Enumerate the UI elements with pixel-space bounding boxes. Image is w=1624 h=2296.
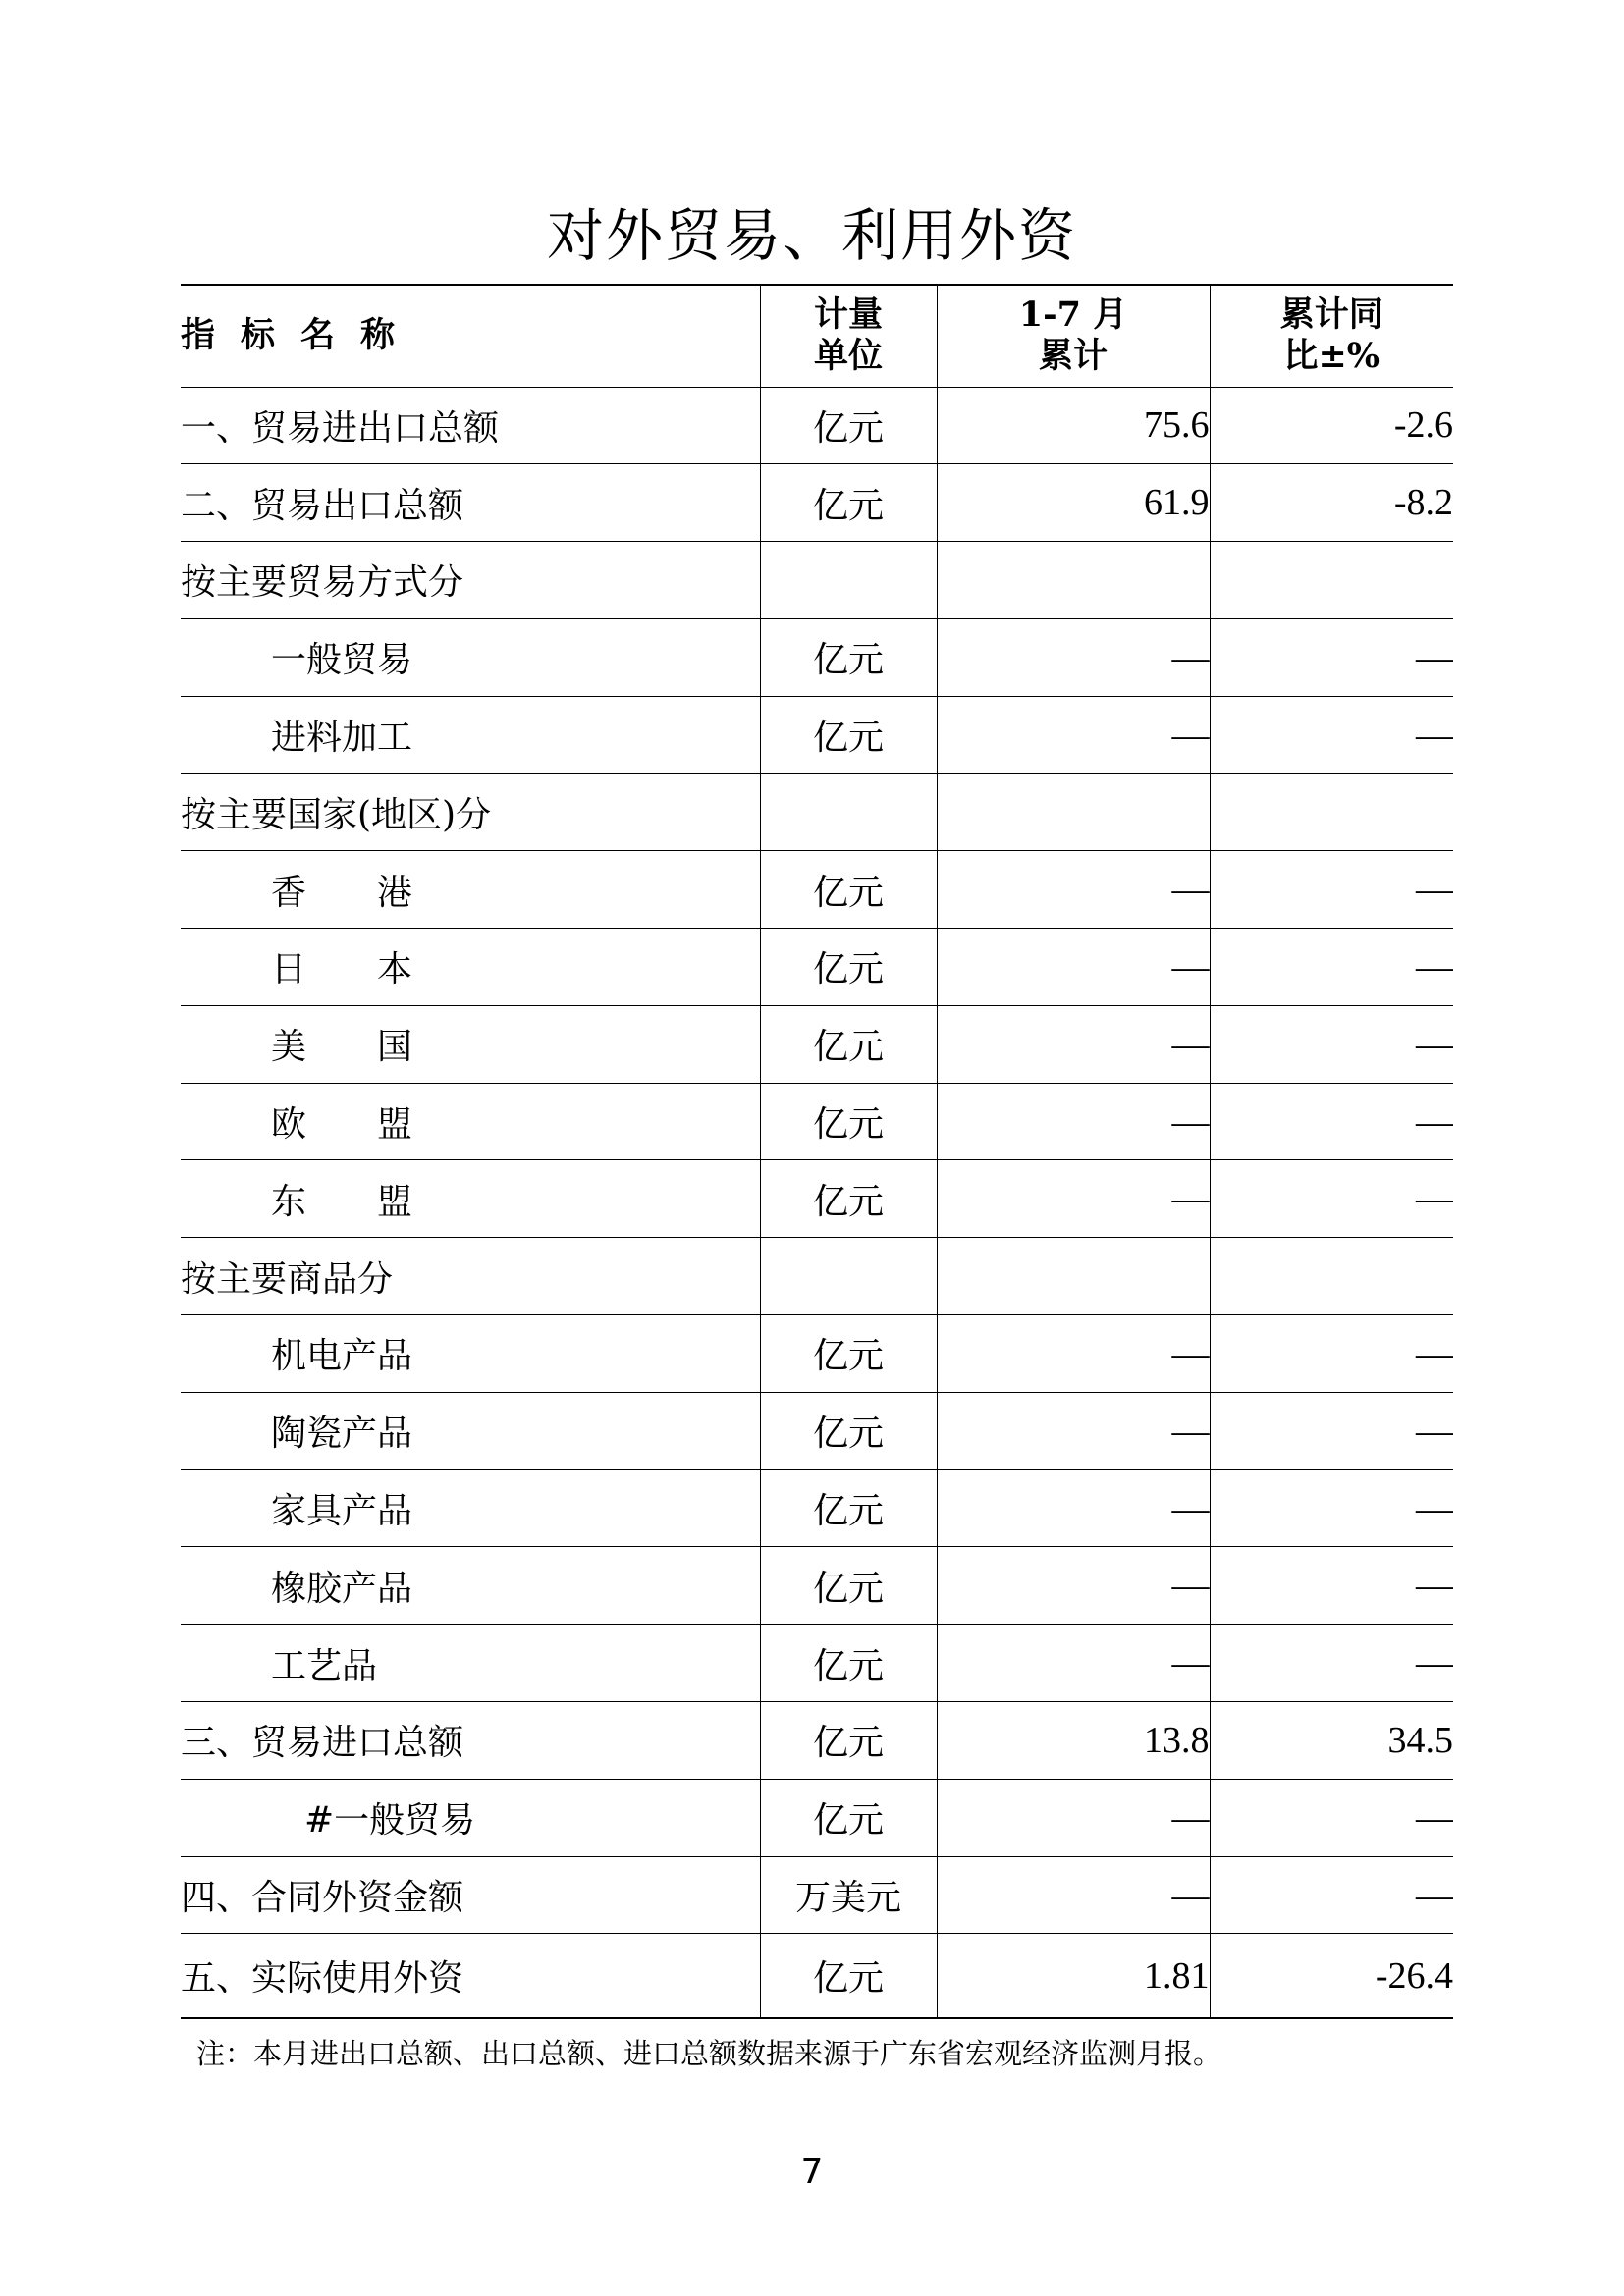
table-row — [181, 387, 1453, 464]
yoy-change-cell: — — [1210, 851, 1453, 929]
unit-cell: 亿元 — [760, 387, 937, 464]
table-row — [181, 618, 1453, 696]
indicator-name-cell: 机电产品 — [181, 1315, 760, 1393]
table-row — [181, 1702, 1453, 1780]
unit-cell: 亿元 — [760, 1315, 937, 1393]
table-body — [181, 387, 1453, 2018]
unit-cell: 亿元 — [760, 1934, 937, 2018]
table-row — [181, 1005, 1453, 1083]
cumulative-value-cell: 75.6 — [937, 387, 1210, 464]
table-header-row — [181, 285, 1453, 387]
indicator-name-cell: 陶瓷产品 — [181, 1392, 760, 1469]
header-cumulative-value — [937, 285, 1210, 387]
indicator-name-cell: 欧 盟 — [181, 1083, 760, 1160]
cumulative-value-cell — [937, 774, 1210, 851]
indicator-name-cell: 美 国 — [181, 1005, 760, 1083]
unit-cell — [760, 542, 937, 619]
unit-cell: 亿元 — [760, 618, 937, 696]
table-row — [181, 1547, 1453, 1625]
unit-cell: 亿元 — [760, 1392, 937, 1469]
cumulative-value-cell: — — [937, 1005, 1210, 1083]
indicator-name-cell: 香 港 — [181, 851, 760, 929]
yoy-change-cell: — — [1210, 1083, 1453, 1160]
cumulative-value-cell: 61.9 — [937, 464, 1210, 542]
cumulative-value-cell: — — [937, 1469, 1210, 1547]
unit-cell: 亿元 — [760, 1779, 937, 1856]
yoy-change-cell: — — [1210, 696, 1453, 774]
unit-cell: 亿元 — [760, 1083, 937, 1160]
table-row — [181, 1083, 1453, 1160]
indicator-name-cell: 日 本 — [181, 929, 760, 1006]
footnote: 注：本月进出口总额、出口总额、进口总额数据来源于广东省宏观经济监测月报。 — [196, 2037, 1222, 2070]
yoy-change-cell: — — [1210, 1392, 1453, 1469]
table-row — [181, 542, 1453, 619]
table-row — [181, 774, 1453, 851]
indicator-name-cell: 橡胶产品 — [181, 1547, 760, 1625]
unit-cell: 亿元 — [760, 1625, 937, 1702]
cumulative-value-cell: 13.8 — [937, 1702, 1210, 1780]
table-row — [181, 1779, 1453, 1856]
yoy-change-cell: -2.6 — [1210, 387, 1453, 464]
yoy-change-cell: — — [1210, 1005, 1453, 1083]
table-row — [181, 1160, 1453, 1238]
unit-cell: 亿元 — [760, 851, 937, 929]
yoy-change-cell — [1210, 542, 1453, 619]
cumulative-value-cell — [937, 1238, 1210, 1315]
header-yoy-change — [1210, 285, 1453, 387]
yoy-change-cell: — — [1210, 1160, 1453, 1238]
indicator-name-cell: 一、贸易进出口总额 — [181, 387, 760, 464]
cumulative-value-cell: — — [937, 618, 1210, 696]
yoy-change-cell: -26.4 — [1210, 1934, 1453, 2018]
table-row — [181, 851, 1453, 929]
yoy-change-cell: — — [1210, 1625, 1453, 1702]
cumulative-value-cell: — — [937, 1392, 1210, 1469]
indicator-name-cell: 一般贸易 — [181, 618, 760, 696]
indicator-name-cell: 三、贸易进口总额 — [181, 1702, 760, 1780]
unit-cell: 亿元 — [760, 1702, 937, 1780]
indicator-name-cell: 五、实际使用外资 — [181, 1958, 464, 2000]
table-row — [181, 1625, 1453, 1702]
header-unit — [760, 285, 937, 387]
table-row — [181, 1934, 1453, 2018]
header-unit-line2: 单位 — [813, 336, 883, 377]
unit-cell: 亿元 — [760, 696, 937, 774]
indicator-name-cell: 四、合同外资金额 — [181, 1856, 760, 1934]
indicator-name-cell: #一般贸易 — [181, 1779, 760, 1856]
yoy-change-cell: — — [1210, 1469, 1453, 1547]
table-row — [181, 1856, 1453, 1934]
cumulative-value-cell: — — [937, 1856, 1210, 1934]
table-row — [181, 1238, 1453, 1315]
yoy-change-cell — [1210, 1238, 1453, 1315]
cumulative-value-cell: — — [937, 851, 1210, 929]
yoy-change-cell: -8.2 — [1210, 464, 1453, 542]
header-unit-line1: 计量 — [813, 294, 883, 336]
foreign-trade-table — [181, 284, 1453, 2019]
yoy-change-cell: — — [1210, 1779, 1453, 1856]
table-row — [181, 929, 1453, 1006]
table-row — [181, 1392, 1453, 1469]
indicator-name-cell: 按主要贸易方式分 — [181, 542, 760, 619]
unit-cell: 亿元 — [760, 464, 937, 542]
header-value-line1: 1-7 月 — [1018, 294, 1128, 336]
cumulative-value-cell — [937, 542, 1210, 619]
yoy-change-cell — [1210, 774, 1453, 851]
unit-cell: 万美元 — [760, 1856, 937, 1934]
indicator-name-cell: 按主要商品分 — [181, 1238, 760, 1315]
indicator-name-cell: 家具产品 — [181, 1469, 760, 1547]
yoy-change-cell: — — [1210, 929, 1453, 1006]
unit-cell: 亿元 — [760, 1469, 937, 1547]
header-change-line2: 比±% — [1283, 336, 1380, 377]
cumulative-value-cell: — — [937, 1160, 1210, 1238]
cumulative-value-cell: — — [937, 929, 1210, 1006]
indicator-name-cell: 进料加工 — [181, 696, 760, 774]
yoy-change-cell: 34.5 — [1210, 1702, 1453, 1780]
yoy-change-cell: — — [1210, 618, 1453, 696]
unit-cell — [760, 1238, 937, 1315]
unit-cell: 亿元 — [760, 1005, 937, 1083]
cumulative-value-cell: 1.81 — [937, 1934, 1210, 2018]
cumulative-value-cell: — — [937, 1547, 1210, 1625]
table-row — [181, 1469, 1453, 1547]
indicator-name-cell: 二、贸易出口总额 — [181, 464, 760, 542]
indicator-name-cell: 按主要国家(地区)分 — [181, 774, 760, 851]
header-indicator-name: 指标名称 — [181, 285, 760, 387]
yoy-change-cell: — — [1210, 1315, 1453, 1393]
yoy-change-cell: — — [1210, 1856, 1453, 1934]
indicator-name-cell: 东 盟 — [181, 1160, 760, 1238]
page-title: 对外贸易、利用外资 — [546, 202, 1077, 269]
unit-cell: 亿元 — [760, 1160, 937, 1238]
table-row — [181, 464, 1453, 542]
cumulative-value-cell: — — [937, 1625, 1210, 1702]
cumulative-value-cell: — — [937, 696, 1210, 774]
yoy-change-cell: — — [1210, 1547, 1453, 1625]
unit-cell: 亿元 — [760, 929, 937, 1006]
header-value-line2: 累计 — [1038, 336, 1108, 377]
cumulative-value-cell: — — [937, 1083, 1210, 1160]
indicator-name-cell: 工艺品 — [181, 1625, 760, 1702]
cumulative-value-cell: — — [937, 1779, 1210, 1856]
header-change-line1: 累计同 — [1279, 294, 1383, 336]
table-row — [181, 1315, 1453, 1393]
page-number: 7 — [800, 2152, 824, 2192]
table-row — [181, 696, 1453, 774]
cumulative-value-cell: — — [937, 1315, 1210, 1393]
unit-cell: 亿元 — [760, 1547, 937, 1625]
unit-cell — [760, 774, 937, 851]
